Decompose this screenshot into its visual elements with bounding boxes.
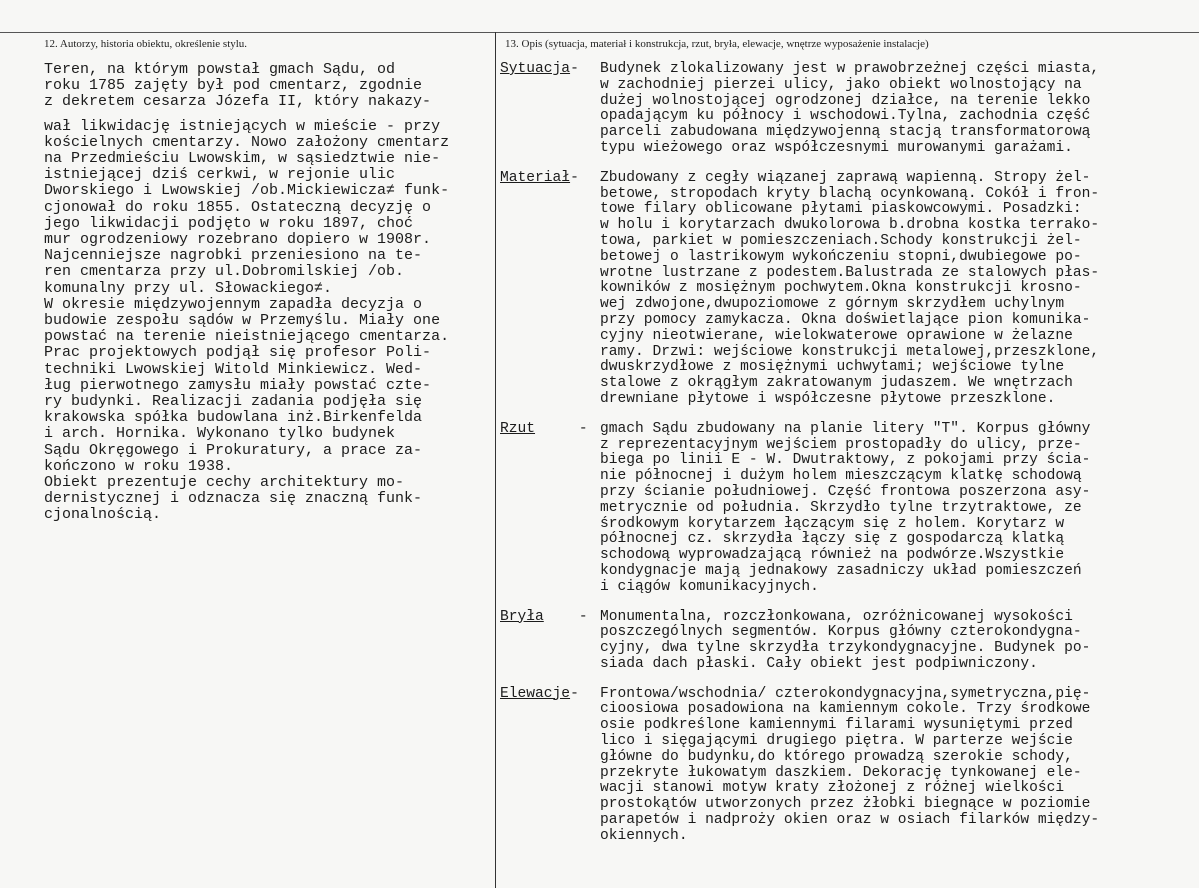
section-line: wacji stanowi motyw kraty złożonej z różnej wielkości: [600, 780, 1065, 797]
label-padding: [544, 609, 579, 625]
section-line: betowe, stropodach kryty blachą ocynkowaną. Cokół i fron-: [600, 185, 1100, 202]
section-line: okiennych.: [600, 827, 688, 844]
section-gap: [500, 157, 1190, 171]
section-line: ramy. Drzwi: wejściowe konstrukcji metalowej,przeszklone,: [600, 343, 1100, 360]
section-rzut: [500, 422, 1190, 596]
history-line: ług pierwotnego zamysłu miały powstać czte-: [44, 376, 432, 394]
history-line: kościelnych cmentarzy. Nowo założony cmentarz: [44, 133, 450, 151]
history-line: kończono w roku 1938.: [44, 457, 234, 475]
section-line: z reprezentacyjnym wejściem prostopadły do ulicy, prze-: [600, 436, 1082, 453]
history-line: budowie zespołu sądów w Przemyślu. Miały one: [44, 312, 441, 330]
section-line: osie podkreślone kamiennymi filarami wysuniętymi przed: [600, 717, 1073, 734]
section-line: kondygnacje mają jednakowy zasadniczy układ pomieszczeń: [600, 562, 1082, 579]
section-body: [600, 62, 1099, 157]
section-line: wrotne lustrzane z podestem.Balustrada ze stalowych płas-: [600, 264, 1100, 281]
section-dash: -: [570, 169, 579, 186]
section-dash: -: [570, 685, 579, 702]
section-line: opadającym ku północy i wschodowi.Tylna, zachodnia część: [600, 108, 1091, 125]
section-line: cioosiowa posadowiona na kamiennym cokole. Trzy środkowe: [600, 701, 1091, 718]
history-line: Dworskiego i Lwowskiej /ob.Mickiewicza≠ funk-: [44, 182, 450, 200]
section-label-text: Bryła: [500, 608, 544, 625]
section-line: w holu i korytarzach dwukolorowa b.drobna kostka terrako-: [600, 217, 1100, 234]
history-line: techniki Lwowskiej Witold Minkiewicz. Wed-: [44, 360, 423, 378]
history-line: dernistycznej i odznacza się znaczną funk-: [44, 490, 423, 508]
section-body: [600, 610, 1090, 673]
section-body: [600, 422, 1090, 596]
section-line: lico i sięgającymi drugiego piętra. W parterze wejście: [600, 733, 1073, 750]
history-line: cjonował do roku 1855. Ostateczną decyzję o: [44, 198, 432, 216]
section-line: metrycznie od południa. Skrzydło tylne trzytraktowe, ze: [600, 499, 1082, 516]
section-dash: -: [570, 61, 579, 77]
history-line: i arch. Hornika. Wykonano tylko budynek: [44, 425, 396, 443]
section-line: wej zdwojone,dwupoziomowe z górnym skrzydłem uchylnym: [600, 296, 1065, 313]
section-line: północnej cz. skrzydła łączy się z gospodarczą klatką: [600, 531, 1065, 548]
section-line: siada dach płaski. Cały obiekt jest podpiwniczony.: [600, 655, 1038, 672]
section-line: stalowe z okrągłym zakratowanym judaszem. We wnętrzach: [600, 375, 1073, 392]
section-line: i ciągów komunikacyjnych.: [600, 578, 819, 595]
section-line: schodową wyprowadzającą również na podwórze.Wszystkie: [600, 547, 1065, 564]
section-line: towe filary oblicowane płytami piaskowcowymi. Posadzki:: [600, 201, 1082, 218]
history-line: W okresie międzywojennym zapadła decyzja o: [44, 295, 423, 313]
history-line: istniejącej dziś cerkwi, w rejonie ulic: [44, 166, 396, 184]
section-line: środkowym korytarzem łączącym się z holem. Korytarz w: [600, 515, 1065, 532]
section-line: przekryte łukowatym daszkiem. Dekorację tynkowanej ele-: [600, 764, 1082, 781]
section-bryła: [500, 610, 1190, 673]
section-body: [600, 687, 1099, 845]
section-label-text: Materiał: [500, 169, 571, 186]
history-line: cjonalnością.: [44, 506, 162, 524]
label-padding: [535, 421, 579, 437]
section-body: [600, 171, 1099, 408]
section-gap: [500, 408, 1190, 422]
section-label: [500, 171, 600, 187]
history-line: na Przedmieściu Lwowskim, w sąsiedztwie nie-: [44, 150, 441, 168]
section-line: parapetów i nadproży okien oraz w osiach filarków między-: [600, 812, 1100, 829]
section-line: cyjny nieotwierane, wielokwaterowe oprawione w żelazne: [600, 327, 1073, 344]
section-line: towa, parkiet w pomieszczeniach.Schody konstrukcji żel-: [600, 232, 1082, 249]
section-line: drewniane płytowe i współczesne płytowe przeszklone.: [600, 390, 1056, 407]
section-line: poszczególnych segmentów. Korpus główny czterokondygna-: [600, 624, 1082, 641]
history-line: wał likwidację istniejących w mieście - przy: [44, 117, 441, 135]
history-line: ren cmentarza przy ul.Dobromilskiej /ob.: [44, 263, 405, 281]
section-line: przy pomocy zamykacza. Okna doświetlające pion komunika-: [600, 311, 1091, 328]
section-line: Budynek zlokalizowany jest w prawobrzeżnej części miasta,: [600, 61, 1100, 77]
section-line: Monumentalna, rozczłonkowana, ozróżnicowanej wysokości: [600, 608, 1073, 625]
section-label-text: Rzut: [500, 420, 536, 437]
top-rule: [0, 32, 1199, 33]
header-authors-history: 12. Autorzy, historia obiektu, określenie stylu.: [44, 38, 248, 50]
section-label: [500, 610, 600, 626]
section-line: prostokątów utworzonych przez żłobki biegnące w poziomie: [600, 796, 1091, 813]
history-line: mur ogrodzeniowy rozebrano dopiero w 1908r.: [44, 231, 432, 249]
section-line: Frontowa/wschodnia/ czterokondygnacyjna,symetryczna,pię-: [600, 685, 1091, 702]
history-line: Teren, na którym powstał gmach Sądu, od: [44, 61, 396, 78]
history-line: Sądu Okręgowego i Prokuratury, a prace za-: [44, 441, 423, 459]
section-line: gmach Sądu zbudowany na planie litery "T". Korpus główny: [600, 420, 1091, 437]
section-gap: [500, 596, 1190, 610]
description-column: [500, 62, 1190, 845]
history-line: Obiekt prezentuje cechy architektury mo-: [44, 474, 405, 492]
history-line: Najcenniejsze nagrobki przeniesiono na te-: [44, 247, 423, 265]
section-line: główne do budynku,do którego prowadzą szerokie schody,: [600, 748, 1073, 765]
header-description: 13. Opis (sytuacja, materiał i konstrukcja, rzut, bryła, elewacje, wnętrze wyposażenie instalacje): [505, 38, 929, 50]
history-line: krakowska spółka budowlana inż.Birkenfelda: [44, 409, 423, 427]
section-line: betowej o lastrikowym wykończeniu stopni,dwubiegowe po-: [600, 248, 1082, 265]
section-line: typu wieżowego oraz współczesnymi murowanymi garażami.: [600, 139, 1073, 156]
history-column: [44, 62, 496, 524]
section-line: w zachodniej pierzei ulicy, jako obiekt wolnostojący na: [600, 76, 1082, 93]
section-line: Zbudowany z cegły wiązanej zaprawą wapienną. Stropy żel-: [600, 169, 1091, 186]
section-materiał: [500, 171, 1190, 408]
section-label-text: Elewacje: [500, 685, 571, 702]
section-line: nie północnej i dużym holem mieszczącym klatkę schodową: [600, 468, 1082, 485]
history-line: z dekretem cesarza Józefa II, który nakazy-: [44, 93, 432, 111]
section-line: kowników z mosiężnym pochwytem.Okna konstrukcji krosno-: [600, 280, 1082, 297]
section-line: cyjny, dwa tylne skrzydła trzykondygnacyjne. Budynek po-: [600, 640, 1091, 657]
section-line: dwuskrzydłowe z mosiężnymi uchwytami; wejściowe tylne: [600, 359, 1065, 376]
history-line: komunalny przy ul. Słowackiego≠.: [44, 279, 333, 297]
history-line: jego likwidacji podjęto w roku 1897, choć: [44, 214, 414, 232]
history-line: powstać na terenie nieistniejącego cmentarza.: [44, 328, 450, 346]
section-line: przy ścianie południowej. Część frontowa poszerzona asy-: [600, 483, 1091, 500]
section-line: parceli zabudowana międzywojenną stacją transformatorową: [600, 124, 1091, 141]
section-label: [500, 62, 600, 78]
history-line: ry budynki. Realizacji zadania podjęła się: [44, 393, 423, 411]
section-elewacje: [500, 687, 1190, 845]
section-label: [500, 687, 600, 703]
history-line: roku 1785 zajęty był pod cmentarz, zgodnie: [44, 77, 423, 95]
history-line: Prac projektowych podjął się profesor Poli-: [44, 344, 432, 362]
section-dash: -: [578, 608, 588, 625]
section-dash: -: [578, 420, 588, 437]
section-line: dużej wolnostojącej ogrodzonej działce, na terenie lekko: [600, 92, 1091, 109]
section-gap: [500, 673, 1190, 687]
section-sytuacja: [500, 62, 1190, 157]
section-label: [500, 422, 600, 438]
section-line: biega po linii E - W. Dwutraktowy, z pokojami przy ścia-: [600, 452, 1091, 469]
section-label-text: Sytuacja: [500, 61, 571, 77]
